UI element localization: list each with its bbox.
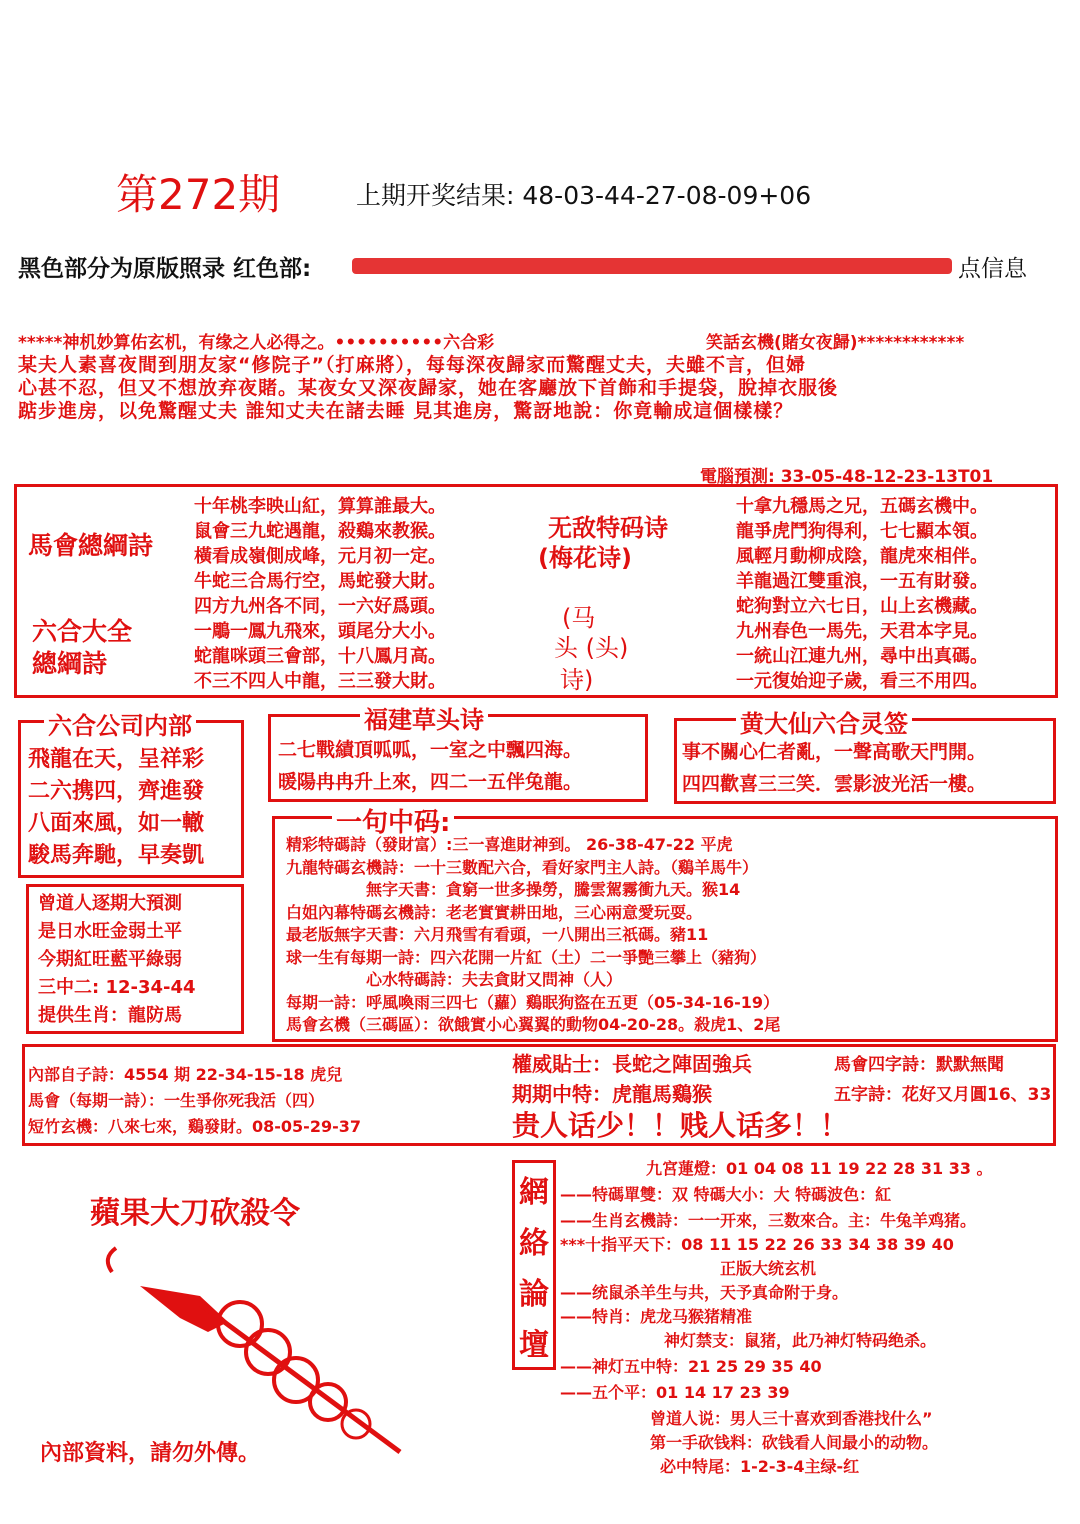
bottom-r2: 期期中特：虎龍馬鷄猴	[512, 1082, 712, 1106]
poem-line: 十拿九穩馬之兄，五碼玄機中。	[736, 496, 988, 517]
forum-vertical-char: 絡	[519, 1225, 549, 1261]
intro-body-line: 某夫人素喜夜間到朋友家“修院子”（打麻將），每每深夜歸家而驚醒丈夫，夫雖不言，但婦	[18, 354, 806, 376]
poem-line: 一鵰一鳳九飛來，頭尾分大小。	[194, 621, 446, 642]
main-label-1: 馬會總綱詩	[28, 531, 154, 560]
middle-sub-3: 诗)	[560, 666, 594, 694]
forum-line: 必中特尾：1-2-3-4主绿-红	[660, 1457, 860, 1476]
poem-line: 一統山江連九州，尋中出真碼。	[736, 646, 988, 667]
yiju-line: 最老版無字天書：六月飛雪有看頭，一八開出三祇碼。豬11	[286, 925, 709, 944]
forum-vertical-char: 壇	[519, 1327, 549, 1363]
yiju-line: 心水特碼詩：夫去貪財又問神（人）	[366, 970, 623, 989]
yiju-title: 一句中码:	[332, 802, 454, 839]
yiju-line: 每期一詩：呼風喚雨三四七（蘿）鷄眠狗盜在五更（05-34-16-19）	[286, 992, 779, 1012]
yiju-line: 白姐內幕特碼玄機詩：老老實實耕田地，三心兩意愛玩耍。	[286, 902, 703, 922]
right-poem	[736, 494, 988, 694]
main-label-2: 六合大全	[32, 617, 133, 646]
apple-knife-illustration	[100, 1234, 420, 1464]
daoren-lines	[38, 890, 196, 1030]
issue-number: 第272期	[116, 170, 281, 219]
main-label-3: 總綱詩	[32, 649, 108, 678]
poem-line: 一元復始迎子歲，看三不用四。	[736, 671, 988, 692]
forum-vertical-char: 網	[519, 1174, 549, 1210]
computer-forecast: 電腦預測: 33-05-48-12-23-13T01	[700, 467, 994, 487]
forum-line: ——五个平：01 14 17 23 39	[560, 1383, 790, 1402]
forum-vertical-char: 論	[519, 1276, 549, 1312]
middle-title-2: (梅花诗)	[538, 544, 632, 572]
intro-line1-right: 笑話玄機(賭女夜歸)************	[706, 333, 965, 353]
forum-line: ——神灯五中特：21 25 29 35 40	[560, 1357, 822, 1376]
company-line: 駿馬奔馳，早奏凱	[28, 843, 205, 868]
forum-line: ——特碼單雙：双 特碼大小：大 特碼波色：紅	[560, 1185, 892, 1204]
apple-note: 內部資料，請勿外傳。	[40, 1441, 261, 1466]
forum-line: 九宮蓮燈：01 04 08 11 19 22 28 31 33 。	[646, 1159, 993, 1178]
poem-line: 不三不四人中龍，三三發大財。	[194, 671, 446, 692]
company-line: 二六携四，齊進發	[28, 779, 205, 804]
notice-right: 点信息	[958, 256, 1027, 282]
intro-line1-left: *****神机妙算佑玄机，有缘之人必得之。••••••••••六合彩	[18, 333, 495, 353]
daoren-line: 是日水旺金弱土平	[38, 921, 182, 942]
fujian-title: 福建草头诗	[360, 700, 488, 735]
bottom-r2b: 五字詩：花好又月圓16、33	[834, 1085, 1052, 1105]
forum-line: 第一手砍钱料：砍钱看人间最小的动物。	[650, 1433, 939, 1452]
bottom-r1b: 馬會四字詩：默默無聞	[834, 1055, 1004, 1075]
poem-line: 羊龍過江雙重浪，一五有財發。	[736, 571, 988, 592]
middle-title-1: 无敌特码诗	[548, 514, 668, 542]
intro-body	[18, 354, 838, 423]
forum-line: ***十指平天下：08 11 15 22 26 33 34 38 39 40	[560, 1235, 954, 1254]
yiju-line: 精彩特碼詩（發財富）:三一喜進財神到。 26-38-47-22 平虎	[286, 835, 733, 854]
forum-line: 正版大统玄机	[720, 1259, 817, 1278]
huang-lines	[682, 736, 986, 800]
daoren-line: 三中二: 12-34-44	[38, 977, 196, 998]
daoren-line: 提供生肖：龍防馬	[38, 1005, 182, 1026]
bottom-left-line: 馬會（每期一詩）：一生爭你死我活（四）	[28, 1091, 325, 1110]
bottom-r1: 權威貼士：長蛇之陣固強兵	[512, 1052, 752, 1076]
bottom-left-line: 短竹玄機：八來七來，鷄發財。08-05-29-37	[28, 1117, 361, 1136]
last-result: 上期开奖结果: 48-03-44-27-08-09+06	[356, 181, 812, 210]
fujian-line: 二七戰績頂呱呱，一室之中飄四海。	[278, 739, 583, 761]
forum-line: ——特肖：虎龙马猴猪精准	[560, 1307, 753, 1326]
poem-line: 九州春色一馬先，天君本字見。	[736, 621, 988, 642]
poem-line: 龍爭虎鬥狗得利，七七顯本領。	[736, 521, 988, 542]
fujian-line: 暖陽冉冉升上來，四二一五伴兔龍。	[278, 771, 583, 793]
huang-line: 事不關心仁者亂，一聲高歌天門開。	[682, 741, 987, 763]
forum-vertical-title	[512, 1160, 556, 1370]
poem-line: 橫看成嶺側成峰，元月初一定。	[194, 546, 446, 567]
apple-title: 蘋果大刀砍殺令	[90, 1196, 300, 1231]
poem-line: 風輕月動柳成陰，龍虎來相伴。	[736, 546, 988, 567]
yiju-line: 球一生有每期一詩：四六花開一片紅（土）二一爭艷三攀上（豬狗）	[286, 947, 767, 967]
poem-line: 四方九州各不同，一六好爲頭。	[194, 596, 446, 617]
fujian-lines	[278, 734, 582, 798]
poem-line: 蛇龍咪頭三會部，十八鳳月高。	[194, 646, 446, 667]
intro-body-line: 心甚不忍，但又不想放弃夜賭。某夜女又深夜歸家，她在客廳放下首飾和手提袋，脫掉衣服後	[18, 377, 839, 399]
forum-line: 神灯禁支：鼠猪，此乃神灯特码绝杀。	[664, 1331, 937, 1350]
poem-line: 十年桃李映山紅，算算誰最大。	[194, 496, 446, 517]
intro-body-line: 踮步進房，以免驚醒丈夫 誰知丈夫在諸去睡 見其進房，驚訝地說：你竟輸成這個樣樣？	[18, 400, 794, 422]
notice-scribble	[352, 258, 952, 274]
company-title: 六合公司内部	[44, 706, 196, 741]
company-lines	[28, 744, 204, 872]
bottom-left-line: 內部自子詩：4554 期 22-34-15-18 虎兒	[28, 1065, 343, 1084]
poem-line: 蛇狗對立六七日，山上玄機藏。	[736, 596, 988, 617]
company-line: 八面來風，如一轍	[28, 811, 205, 836]
company-line: 飛龍在天，呈祥彩	[28, 747, 205, 772]
poem-line: 鼠會三九蛇遇龍，殺鷄來教猴。	[194, 521, 446, 542]
forum-line: ——生肖玄機詩：一一开來，三数來合。主：牛兔羊鸡猪。	[560, 1211, 977, 1230]
daoren-line: 曾道人逐期大預測	[38, 893, 182, 914]
yiju-line: 馬會玄機（三碼區）：欲餓實小心翼翼的動物04-20-28。殺虎1、2尾	[286, 1015, 781, 1034]
notice-left: 黑色部分为原版照录 红色部:	[18, 256, 312, 282]
bottom-slogan: 贵人话少！！贱人话多！！	[512, 1109, 849, 1142]
forum-line: 曾道人说：男人三十喜欢到香港找什么”	[650, 1409, 933, 1428]
yiju-line: 九龍特碼玄機詩：一十三數配六合，看好家門主人詩。（鷄羊馬牛）	[286, 857, 759, 877]
yiju-line: 無字天書：貪窮一世多操勞，騰雲駕霧衝九天。猴14	[366, 880, 741, 899]
poem-line: 牛蛇三合馬行空，馬蛇發大財。	[194, 571, 446, 592]
forum-line: ——统鼠杀羊生与共，天予真命附于身。	[560, 1283, 849, 1302]
middle-sub-1: (马	[562, 604, 596, 632]
bottom-left-lines	[28, 1062, 361, 1140]
middle-sub-2: 头 (头)	[554, 634, 629, 662]
daoren-line: 今期紅旺藍平綠弱	[38, 949, 182, 970]
huang-title: 黄大仙六合灵签	[736, 704, 912, 739]
left-poem	[194, 494, 446, 694]
yiju-lines	[286, 834, 780, 1037]
huang-line: 四四歡喜三三笑．雲影波光活一樓。	[682, 773, 987, 795]
